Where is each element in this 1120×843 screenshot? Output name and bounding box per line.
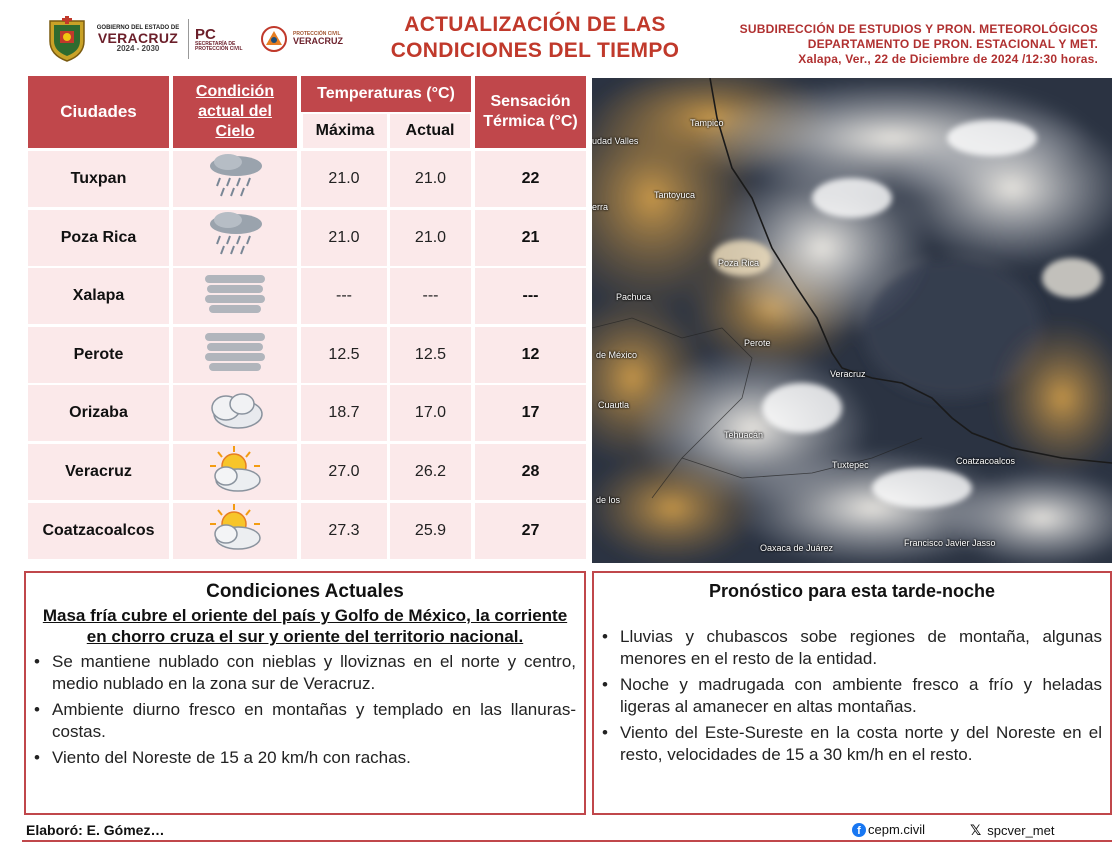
col-header-feel: Sensación Térmica (°C) bbox=[475, 76, 586, 148]
temp-max: --- bbox=[301, 268, 387, 324]
table-row bbox=[28, 503, 586, 559]
temp-now: 21.0 bbox=[390, 151, 471, 207]
temp-max: 18.7 bbox=[301, 385, 387, 441]
temp-now: 21.0 bbox=[390, 210, 471, 266]
feels-like: 22 bbox=[475, 151, 586, 207]
temp-max: 12.5 bbox=[301, 327, 387, 383]
forecast-title: Pronóstico para esta tarde-noche bbox=[708, 581, 996, 601]
city-name: Veracruz bbox=[28, 444, 169, 500]
title-line1: ACTUALIZACIÓN DE LAS bbox=[404, 13, 666, 36]
fog-icon bbox=[203, 273, 267, 320]
logo-divider bbox=[188, 19, 189, 59]
col-header-temp: Temperaturas (°C) bbox=[301, 76, 471, 112]
forecast-bullets bbox=[594, 626, 1110, 766]
map-label-tantoyuca: Tantoyuca bbox=[654, 190, 696, 200]
sky-condition bbox=[173, 444, 297, 500]
sky-condition bbox=[173, 385, 297, 441]
feels-like: 28 bbox=[475, 444, 586, 500]
temp-now: 25.9 bbox=[390, 503, 471, 559]
feels-like: 12 bbox=[475, 327, 586, 383]
sky-condition bbox=[173, 210, 297, 266]
map-label-oaxaca: Oaxaca de Juárez bbox=[760, 543, 834, 553]
veracruz-shield-icon bbox=[46, 15, 88, 63]
government-logo-text bbox=[94, 25, 182, 53]
map-label-pachuca: Pachuca bbox=[616, 292, 652, 302]
map-label-sierra: erra bbox=[592, 202, 609, 212]
pc-logo-small: SECRETARÍA DE PROTECCIÓN CIVIL bbox=[195, 40, 243, 52]
pc-logo bbox=[195, 27, 255, 52]
sky-condition bbox=[173, 503, 297, 559]
city-name: Poza Rica bbox=[28, 210, 169, 266]
temp-now: 12.5 bbox=[390, 327, 471, 383]
map-label-coatzacoalcos: Coatzacoalcos bbox=[956, 456, 1016, 466]
author: Elaboró: E. Gómez… bbox=[26, 822, 165, 838]
title-line2: CONDICIONES DEL TIEMPO bbox=[390, 39, 680, 62]
rain-icon bbox=[206, 152, 264, 207]
sky-condition bbox=[173, 151, 297, 207]
feels-like: 21 bbox=[475, 210, 586, 266]
forecast-bullet: • Viento del Este-Sureste en la costa norte y del Noreste en el resto, velocidades de 15 a 30 km/h en el resto. bbox=[602, 722, 1102, 766]
forecast-bullet: • Lluvias y chubascos sobe regiones de montaña, algunas menores en el resto de la entidad. bbox=[602, 626, 1102, 670]
col-header-now: Actual bbox=[390, 114, 470, 148]
cloudy-icon bbox=[204, 388, 266, 439]
page-title bbox=[370, 12, 700, 64]
table-row bbox=[28, 444, 586, 500]
city-name: Xalapa bbox=[28, 268, 169, 324]
sky-condition bbox=[173, 327, 297, 383]
col-header-max: Máxima bbox=[303, 114, 387, 148]
subdir-line3: Xalapa, Ver., 22 de Diciembre de 2024 /12:30 horas. bbox=[798, 52, 1098, 66]
pc-logo-big: PC bbox=[195, 25, 216, 43]
map-label-jasso: Francisco Javier Jasso bbox=[904, 538, 996, 548]
subdir-line2: DEPARTAMENTO DE PRON. ESTACIONAL Y MET. bbox=[807, 37, 1098, 51]
map-label-valles: udad Valles bbox=[592, 136, 639, 146]
x-icon: 𝕏 bbox=[970, 822, 982, 838]
gov-line1: GOBIERNO DEL ESTADO DE bbox=[96, 25, 180, 31]
partly-cloudy-icon bbox=[204, 444, 266, 501]
temp-now: --- bbox=[390, 268, 471, 324]
subdir-line1: SUBDIRECCIÓN DE ESTUDIOS Y PRON. METEOROLÓGICOS bbox=[739, 22, 1098, 36]
map-label-cuautla: Cuautla bbox=[598, 400, 630, 410]
current-lead: Masa fría cubre el oriente del país y Golfo de México, la corriente en chorro cruza el sur y oriente del territorio nacional. bbox=[42, 606, 568, 646]
feels-like: --- bbox=[475, 268, 586, 324]
map-label-tuxtepec: Tuxtepec bbox=[832, 460, 869, 470]
forecast-bullet: • Noche y madrugada con ambiente fresco a frío y heladas ligeras al amanecer en altas montañas. bbox=[602, 674, 1102, 718]
satellite-clouds bbox=[592, 78, 1112, 563]
forecast-box bbox=[592, 571, 1112, 815]
current-title: Condiciones Actuales bbox=[206, 581, 404, 602]
table-row bbox=[28, 151, 586, 207]
civil-protection-icon bbox=[261, 26, 287, 52]
department-info bbox=[698, 22, 1098, 67]
x-link[interactable] bbox=[970, 822, 1054, 839]
gov-years: 2024 - 2030 bbox=[116, 44, 160, 53]
sky-condition bbox=[173, 268, 297, 324]
gov-state: VERACRUZ bbox=[97, 30, 179, 46]
facebook-handle: cepm.civil bbox=[868, 822, 926, 837]
table-row bbox=[28, 327, 586, 383]
fog-icon bbox=[203, 331, 267, 378]
map-label-tampico: Tampico bbox=[690, 118, 724, 128]
temp-max: 21.0 bbox=[301, 151, 387, 207]
pc2-big: VERACRUZ bbox=[293, 36, 344, 46]
bottom-divider bbox=[22, 840, 1112, 842]
header-logos bbox=[46, 14, 346, 64]
city-name: Tuxpan bbox=[28, 151, 169, 207]
current-bullet: • Ambiente diurno fresco en montañas y templado en las llanuras-costas. bbox=[34, 699, 576, 743]
map-label-delos: de los bbox=[596, 495, 621, 505]
x-handle: spcver_met bbox=[987, 823, 1055, 838]
feels-like: 17 bbox=[475, 385, 586, 441]
col-header-city: Ciudades bbox=[28, 76, 169, 148]
map-label-veracruz: Veracruz bbox=[830, 369, 866, 379]
city-name: Coatzacoalcos bbox=[28, 503, 169, 559]
feels-like: 27 bbox=[475, 503, 586, 559]
rain-icon bbox=[206, 210, 264, 265]
city-name: Perote bbox=[28, 327, 169, 383]
col-header-sky: Condición actual del Cielo bbox=[173, 76, 297, 148]
satellite-image bbox=[592, 78, 1112, 563]
temp-max: 27.0 bbox=[301, 444, 387, 500]
partly-cloudy-icon bbox=[204, 502, 266, 559]
facebook-icon: f bbox=[852, 823, 866, 837]
map-label-mexico: de México bbox=[596, 350, 638, 360]
map-label-tehuacan: Tehuacán bbox=[724, 430, 764, 440]
temp-now: 26.2 bbox=[390, 444, 471, 500]
temp-max: 27.3 bbox=[301, 503, 387, 559]
pc2-small: PROTECCIÓN CIVIL bbox=[293, 31, 341, 37]
temp-max: 21.0 bbox=[301, 210, 387, 266]
map-label-pozarica: Poza Rica bbox=[718, 258, 760, 268]
map-label-perote: Perote bbox=[744, 338, 771, 348]
current-bullet: • Se mantiene nublado con nieblas y lloviznas en el norte y centro, medio nublado en la zona sur de Veracruz. bbox=[34, 651, 576, 695]
city-name: Orizaba bbox=[28, 385, 169, 441]
current-bullet: • Viento del Noreste de 15 a 20 km/h con rachas. bbox=[34, 747, 576, 769]
table-row bbox=[28, 385, 586, 441]
weather-table bbox=[28, 76, 586, 563]
facebook-link[interactable] bbox=[852, 822, 925, 837]
pc2-logo bbox=[293, 32, 343, 46]
table-row bbox=[28, 210, 586, 266]
temp-now: 17.0 bbox=[390, 385, 471, 441]
current-conditions-box bbox=[24, 571, 586, 815]
current-bullets bbox=[26, 651, 584, 769]
table-row bbox=[28, 268, 586, 324]
